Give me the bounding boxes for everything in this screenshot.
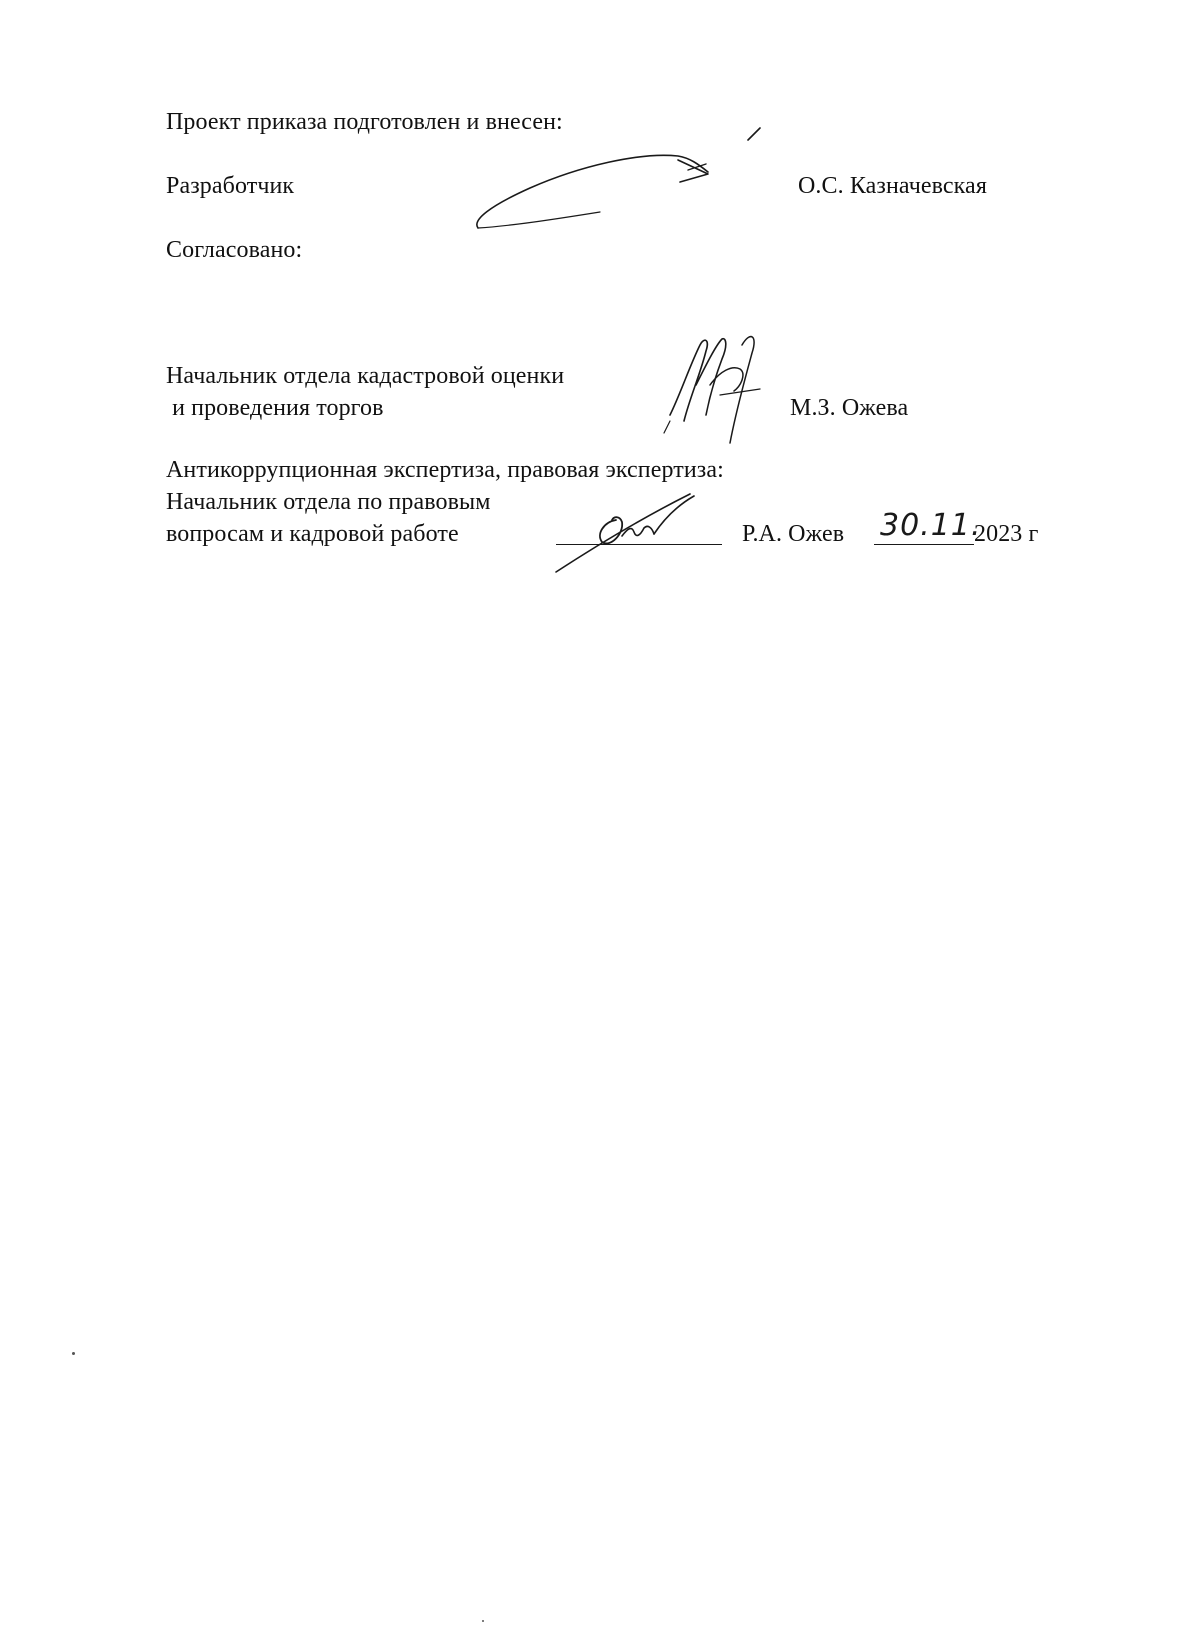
head-cadastral-name: М.З. Ожева: [790, 395, 909, 421]
handwritten-date: 30.11.: [880, 508, 982, 543]
agreed-heading: Согласовано:: [166, 237, 303, 263]
developer-signature: [470, 120, 770, 240]
head-cadastral-role-line1: Начальник отдела кадастровой оценки: [166, 363, 565, 389]
date-year: 2023 г: [974, 521, 1039, 547]
head-cadastral-role-line2: и проведения торгов: [166, 395, 384, 421]
head-cadastral-signature: [660, 325, 780, 455]
developer-role: Разработчик: [166, 173, 295, 199]
head-legal-signature: [556, 476, 726, 586]
developer-name: О.С. Казначевская: [798, 173, 987, 199]
head-legal-role-line2: вопросам и кадровой работе: [166, 521, 459, 547]
date-underline: [874, 544, 974, 545]
head-legal-role-line1: Начальник отдела по правовым: [166, 489, 491, 515]
head-legal-name: Р.А. Ожев: [742, 521, 845, 547]
prepared-by-heading: Проект приказа подготовлен и внесен:: [166, 109, 563, 135]
expertise-heading: Антикоррупционная экспертиза, правовая экспертиза:: [166, 457, 724, 483]
scan-speck: [482, 1620, 484, 1622]
scan-speck: [72, 1352, 75, 1355]
